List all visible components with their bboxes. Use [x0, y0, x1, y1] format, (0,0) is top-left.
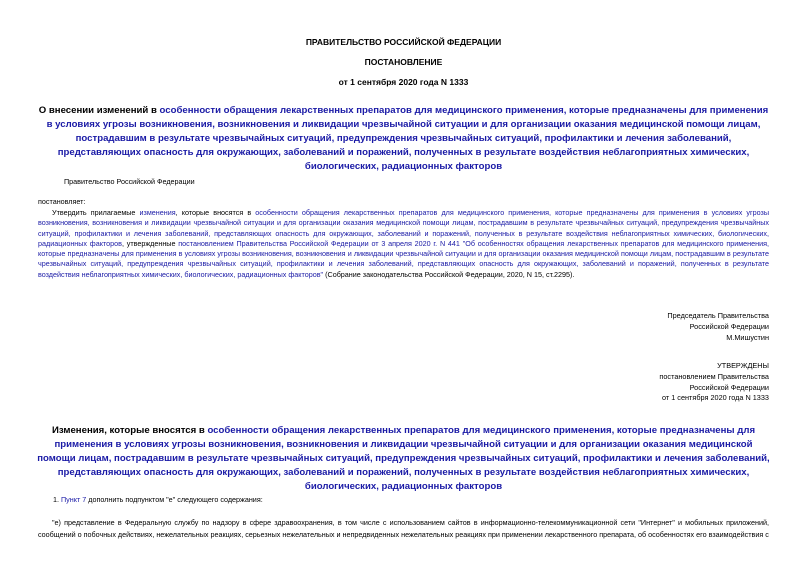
title-prefix: О внесении изменений в — [38, 105, 160, 116]
changes-prefix: Изменения, которые вносятся в — [51, 425, 208, 436]
approve-paragraph — [38, 208, 769, 280]
document-type: ПОСТАНОВЛЕНИЕ — [364, 57, 443, 67]
approved-date: от 1 сентября 2020 года N 1333 — [661, 393, 769, 403]
title-link[interactable]: особенности обращения лекарственных препаратов для медицинского применения, которые предназначены для применения в условиях угрозы возникновения, возникновения и ликвидации чрезвычайной ситуации и для организации оказания медицинской помощи лицам, пострадавшим в результате чрезвычайных ситуаций, предупреждения чрезвычайных ситуаций, профилактики и лечения заболеваний, представляющих опасность для окружающих, заболеваний и поражений, полученных в результате воздействия неблагоприятных химических, биологических, радиационных факторов — [46, 105, 769, 172]
changes-title-link[interactable]: особенности обращения лекарственных препаратов для медицинского применения, которые предназначены для применения в условиях угрозы возникновения, возникновения и ликвидации чрезвычайной ситуации и для организации оказания медицинской помощи лицам, пострадавшим в результате чрезвычайных ситуаций, предупреждения чрезвычайных ситуаций, профилактики и лечения заболеваний, представляющих опасность для окружающих, заболеваний и поражений, полученных в результате воздействия неблагоприятных химических, биологических, радиационных факторов — [37, 425, 770, 492]
approve-suffix: (Собрание законодательства Российской Федерации, 2020, N 15, ст.2295). — [323, 269, 575, 279]
signature-block — [667, 311, 769, 343]
item-1 — [53, 495, 263, 505]
item-1-text: дополнить подпунктом "е" следующего содержания: — [86, 495, 263, 504]
approved-by: постановлением Правительства — [659, 371, 769, 381]
government-heading: ПРАВИТЕЛЬСТВО РОССИЙСКОЙ ФЕДЕРАЦИИ — [305, 37, 502, 47]
item-1-number: 1. — [53, 495, 61, 504]
decides-line: постановляет: — [38, 197, 86, 206]
features-link[interactable]: особенности обращения лекарственных препаратов для медицинского применения, которые предназначены для применения в условиях угрозы возникновения, возникновения и ликвидации чрезвычайной ситуации и для организации оказания медицинской помощи лицам, пострадавшим в результате чрезвычайных ситуаций, предупреждения чрезвычайных ситуаций, профилактики и лечения заболеваний, представляющих опасность для окружающих, заболеваний и поражений, полученных в результате воздействия неблагоприятных химических, биологических, радиационных факторов — [38, 208, 769, 248]
approve-mid-1: , которые вносятся в — [175, 208, 256, 217]
approve-mid-2: , утвержденные — [121, 238, 179, 248]
approve-prefix: Утвердить прилагаемые — [52, 208, 140, 217]
changes-title — [36, 424, 771, 494]
document-title — [36, 104, 771, 174]
resolution-link[interactable]: постановлением Правительства Российской Федерации от 3 апреля 2020 г. N 441 "Об особенностях обращения лекарственных препаратов для медицинского применения, которые предназначены для применения в условиях угрозы возникновения, возникновения и ликвидации чрезвычайной ситуации и для организации оказания медицинской помощи лицам, пострадавшим в результате чрезвычайных ситуаций, предупреждения чрезвычайных ситуаций, профилактики и лечения заболеваний, представляющих опасность для окружающих, заболеваний и поражений, полученных в результате воздействия неблагоприятных химических, биологических, радиационных факторов" — [38, 238, 769, 279]
signature-org: Российской Федерации — [689, 321, 769, 331]
government-line: Правительство Российской Федерации — [64, 177, 195, 186]
document-date-number: от 1 сентября 2020 года N 1333 — [338, 77, 469, 87]
approved-org: Российской Федерации — [689, 382, 769, 392]
changes-link[interactable]: изменения — [139, 208, 176, 217]
approved-block — [659, 361, 769, 404]
item-1-quote: "е) представление в Федеральную службу по надзору в сфере здравоохранения, в том числе с использованием сайтов в информационно-телекоммуникационной сети "Интернет" и мобильных приложений, сообщений о побочных действиях, нежелательных реакциях, серьезных нежелательных и непредвиденных нежелательных реакциях при применении лекарственного препарата, об особенностях его взаимодействия с — [38, 518, 769, 539]
approved-heading: УТВЕРЖДЕНЫ — [717, 361, 769, 370]
signature-title: Председатель Правительства — [667, 311, 769, 320]
signature-name: М.Мишустин — [726, 332, 769, 342]
item-1-link[interactable]: Пункт 7 — [61, 495, 87, 504]
